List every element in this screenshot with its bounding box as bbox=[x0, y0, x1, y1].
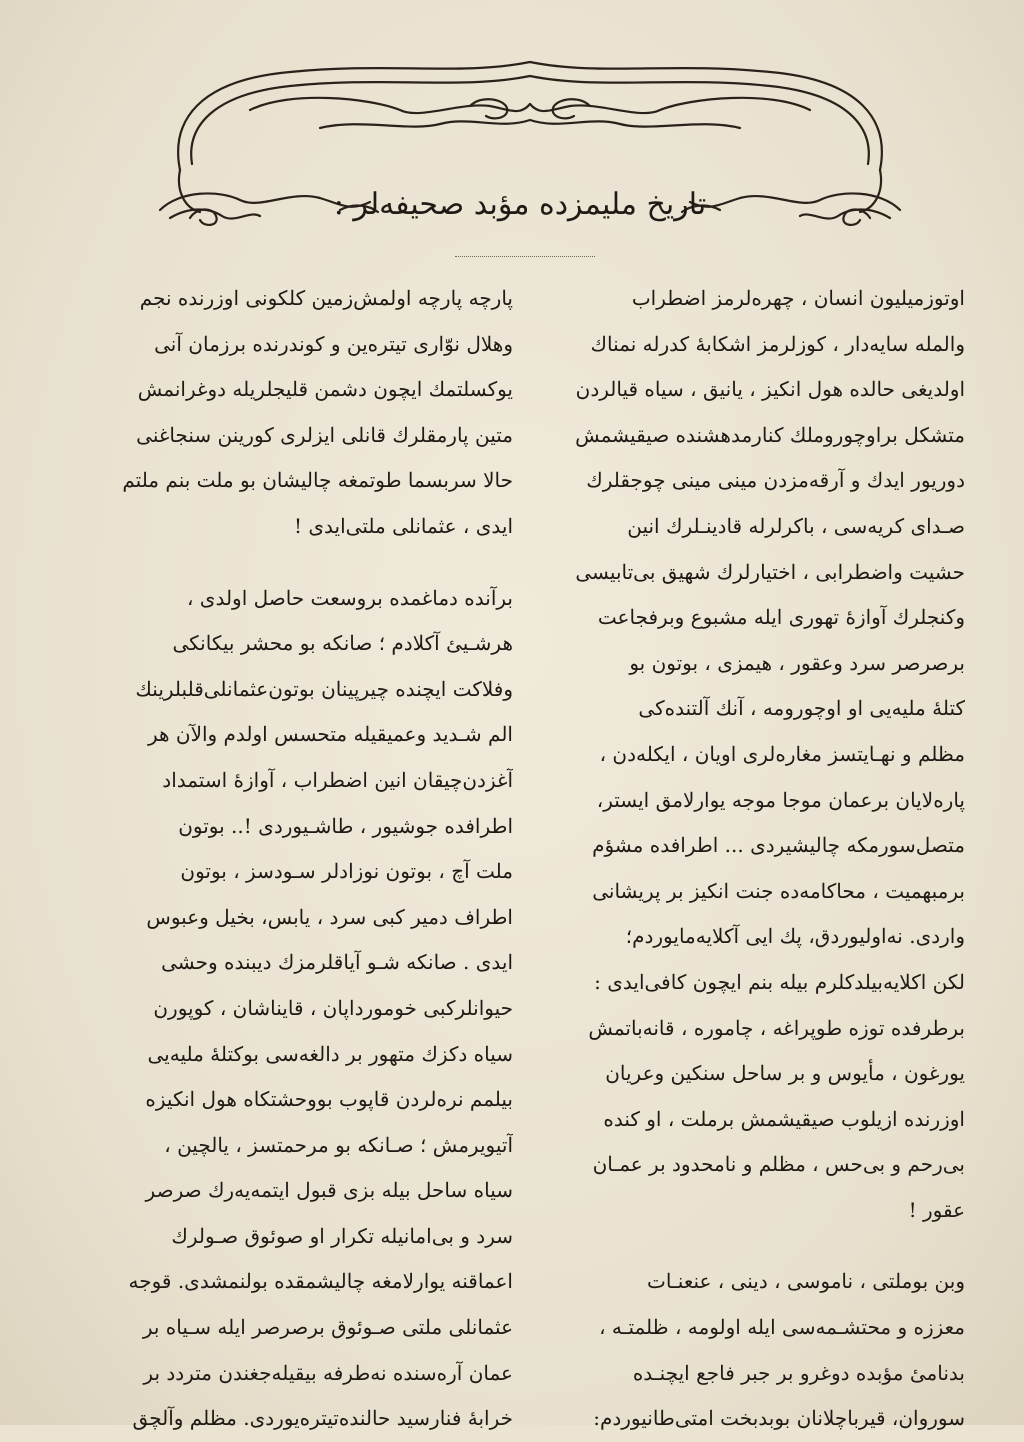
text-line: اطرافده جوشیور ، طاشـیوردی !.. بوتون bbox=[178, 813, 513, 838]
text-line: اولدیغی حالده هول انکیز ، یانیق ، سیاه قیالردن bbox=[575, 377, 965, 402]
title-divider bbox=[455, 256, 595, 257]
text-line: واردی. نه‌اولیوردق، پك ایی آکلایه‌مایوردم؛ bbox=[625, 924, 965, 949]
left-column bbox=[103, 276, 513, 1442]
text-line: والمله سایه‌دار ، کوزلرمز اشکابهٔ کدرله نمناك bbox=[590, 331, 965, 356]
text-line: پاره‌لایان برعمان موجا موجه یوارلامق ایستر، bbox=[596, 787, 965, 812]
text-line: دوریور ایدك و آرقه‌مزدن مینی مینی چوجقلرك bbox=[586, 468, 965, 493]
text-line: آغزدن‌چیقان انین اضطراب ، آوازهٔ استمداد bbox=[162, 767, 513, 792]
text-line: عمان آره‌سنده نه‌طرفه بیقیله‌جغندن متردد بر bbox=[143, 1360, 513, 1385]
text-line: یوکسلتمك ایچون دشمن قلیجلریله دوغرانمش bbox=[137, 377, 513, 402]
text-line: سیاه دکزك متهور بر دالغه‌سی بوکتلهٔ ملیه‌یی bbox=[147, 1041, 513, 1066]
text-line: متشکل براوچوروملك کنارمدهشنده صیقیشمش bbox=[575, 422, 965, 447]
text-line: برمبهمیت ، محاکامه‌ده جنت انکیز بر پریشانی bbox=[592, 878, 965, 903]
text-line: متین پارمقلرك قانلی ایزلری کورینن سنجاغنی bbox=[136, 422, 513, 447]
text-line: اوزرنده ازیلوب صیقیشمش برملت ، او کنده bbox=[603, 1106, 965, 1131]
text-line: سوروان، قیرباچلانان بوبدبخت امتی‌طانیوردم: bbox=[593, 1406, 965, 1431]
text-line: ایدی ، عثمانلی ملتی‌ایدی ! bbox=[294, 513, 513, 538]
text-line: مظلم و نهـایتسز مغاره‌لری اویان ، ایکله‌دن ، bbox=[599, 741, 965, 766]
text-line: برآنده دماغمده بروسعت حاصل اولدی ، bbox=[186, 585, 513, 610]
text-line: عقور ! bbox=[908, 1197, 965, 1222]
text-line: بدنامیٔ مؤبده دوغرو بر جبر فاجع ایچنـده bbox=[632, 1360, 965, 1385]
paragraph-gap bbox=[103, 550, 513, 576]
text-line: معززه و محتشـمه‌سی ایله اولومه ، ظلمتـه ، bbox=[599, 1315, 965, 1340]
text-line: وبن بوملتی ، ناموسی ، دینی ، عنعنـات bbox=[647, 1269, 965, 1294]
text-line: اعماقنه یوارلامغه چالیشمقده بولنمشدی. قوجه bbox=[128, 1269, 513, 1294]
paragraph bbox=[103, 276, 513, 550]
text-line: بی‌رحم و بی‌حس ، مظلم و نامحدود بر عمـان bbox=[592, 1152, 965, 1177]
text-line: وکنجلرك آوازهٔ تهوری ایله مشبوع وبرفجاعت bbox=[597, 605, 965, 630]
text-line: وهلال نوّاری تیتره‌ین و کوندرنده برزمان آنی bbox=[154, 331, 513, 356]
text-line: برصرصر سرد وعقور ، هیمزی ، بوتون بو bbox=[629, 650, 965, 675]
text-line: سرد و بی‌امانیله تکرار او صوئوق صـولرك bbox=[171, 1223, 513, 1248]
text-line: آتیویرمش ؛ صـانکه بو مرحمتسز ، یالچین ، bbox=[164, 1132, 513, 1157]
page-title: تاریخ ملیمزده مؤبد صحیفه‌لر : bbox=[333, 187, 707, 222]
text-line: عثمانلی ملتی صـوئوق برصرصر ایله سـیاه بر bbox=[142, 1315, 513, 1340]
text-line: حالا سربسما طوتمغه چالیشان بو ملت بنم ملتم bbox=[122, 468, 513, 493]
paragraph bbox=[555, 1259, 965, 1441]
text-line: وفلاکت ایچنده چیرپینان بوتون‌عثمانلی‌قلبلرینك bbox=[135, 676, 513, 701]
text-line: کتلهٔ ملیه‌یی او اوچورومه ، آنك آلتنده‌کی bbox=[638, 696, 965, 721]
text-line: پارچه پارچه اولمش‌زمین کلکونی اوزرنده نجم bbox=[139, 286, 513, 310]
paragraph bbox=[103, 576, 513, 1442]
text-line: حیوانلرکبی خومورداپان ، قایناشان ، کوپورن bbox=[153, 995, 513, 1020]
text-line: ملت آچ ، بوتون نوزادلر سـودسز ، بوتون bbox=[180, 859, 513, 884]
right-column bbox=[555, 276, 965, 1442]
text-line: متصل‌سورمکه چالیشیردی ... اطرافده مشؤم bbox=[592, 833, 965, 858]
text-line: سیاه ساحل بیله بزی قبول ایتمه‌یه‌رك صرصر bbox=[145, 1178, 513, 1203]
text-line: بیلمم نره‌لردن قاپوب بووحشتکاه هول انکیزه bbox=[145, 1087, 513, 1112]
text-line: صـدای کریه‌سی ، باکرلرله قادینـلرك انین bbox=[627, 513, 965, 538]
text-line: الم شـدید وعمیقیله متحسس اولدم والآن هر bbox=[147, 722, 513, 747]
text-line: خرابهٔ فنارسید حالنده‌تیتره‌یوردی. مظلم وآلچق bbox=[132, 1406, 513, 1431]
paragraph-gap bbox=[555, 1233, 965, 1259]
text-line: لکن اکلایه‌بیلدکلرم بیله بنم ایچون کافی‌ایدی : bbox=[594, 969, 965, 994]
text-line: یورغون ، مأیوس و بر ساحل سنکین وعریان bbox=[605, 1061, 965, 1086]
text-line: هرشـیئ آکلادم ؛ صانکه بو محشر بیکانکی bbox=[172, 631, 513, 656]
text-line: برطرفده توزه طوپراغه ، چاموره ، قانه‌باتمش bbox=[588, 1015, 965, 1040]
text-line: حشیت واضطرابی ، اختیارلرك شهیق بی‌تابیسی bbox=[575, 559, 965, 584]
text-line: اطراف دمیر کبی سرد ، یابس، بخیل وعبوس bbox=[146, 904, 513, 929]
text-line: ایدی . صانکه شـو آیاقلرمزك دیبنده وحشی bbox=[161, 950, 513, 975]
paragraph bbox=[555, 276, 965, 1233]
text-line: اوتوزمیلیون انسان ، چهره‌لرمز اضطراب bbox=[631, 286, 965, 310]
